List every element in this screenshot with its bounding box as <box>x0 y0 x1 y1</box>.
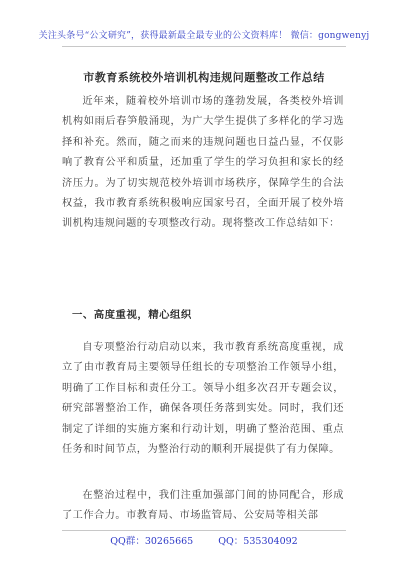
footer-contact <box>0 533 408 547</box>
paragraph-section-1: 自专项整治行动启动以来，我市教育系统高度重视，成立了由市教育局主要领导任组长的专项整治工作领导小组，明确了工作目标和责任分工。领导小组多次召开专题会议，研究部署整治工作，确保各项任务落到实处。同时，我们还制定了详细的实施方案和行动计划，明确了整治范围、重点任务和时间节点，为整治行动的顺利开展提供了有力保障。 <box>62 342 344 456</box>
paragraph-intro: 近年来，随着校外培训市场的蓬勃发展，各类校外培训机构如雨后春笋般涌现，为广大学生提供了多样化的学习选择和补充。然而，随之而来的违规问题也日益凸显，不仅影响了教育公平和质量，还加重了学生的学习负担和家长的经济压力。为了切实规范校外培训市场秩序，保障学生的合法权益，我市教育系统积极响应国家号召，全面开展了校外培训机构违规问题的专项整改行动。现将整改工作总结如下： <box>62 96 344 230</box>
footer-qq-number: QQ：535304092 <box>218 536 298 547</box>
footer-divider <box>62 530 346 531</box>
footer-qq-group: QQ群：30265665 <box>110 536 194 547</box>
header-divider <box>62 46 346 47</box>
header-promo-note: 关注头条号“公文研究”，获得最新最全最专业的公文资料库！ 微信：gongwenyj <box>38 31 370 41</box>
document-title: 市教育系统校外培训机构违规问题整改工作总结 <box>83 71 325 84</box>
section-heading-1: 一、高度重视，精心组织 <box>72 309 192 321</box>
paragraph-coordination: 在整治过程中，我们注重加强部门间的协同配合，形成了工作合力。市教育局、市场监管局、公安局等相关部 <box>62 490 344 522</box>
